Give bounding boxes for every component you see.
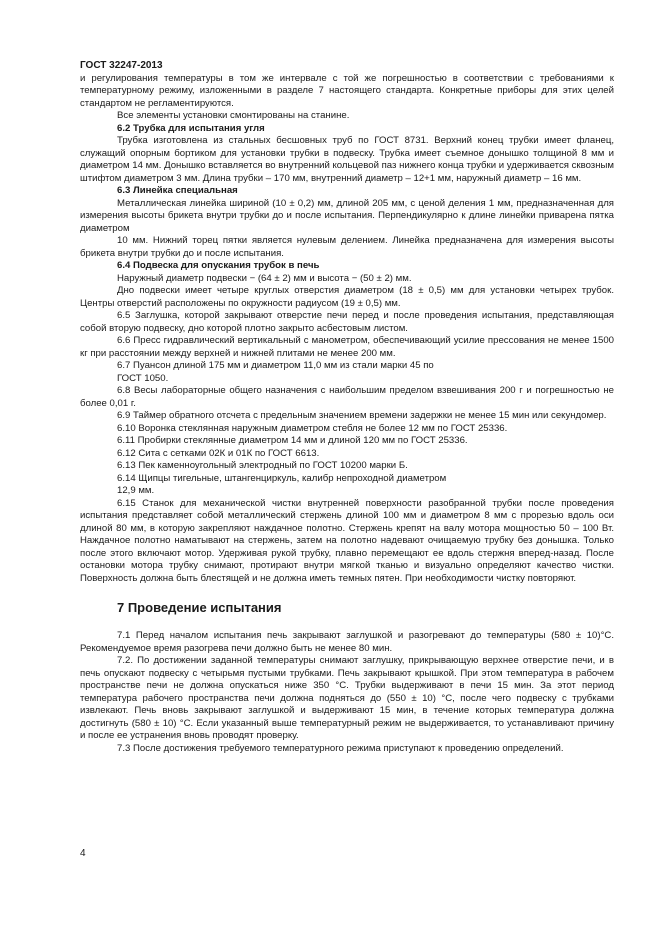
section-6-15: 6.15 Станок для механической чистки внутренней поверхности разобранной трубки после проведения испытания представляет собой металлический стержень длиной 100 мм и диаметром 8 мм с прорезью вдоль оси длиной 80 мм, в которую закрепляют наждачное полотно. Стержень крепят на валу мотора мощностью 50 – 100 Вт. Наждачное полотно наматывают на стержень, затем на полотно надевают очищаемую трубку без донышка. Только после этого включают мотор. Удерживая рукой трубку, плавно перемещают ее вдоль стержня вперед-назад. После остановки мотора трубку снимают, протирают внутри мягкой тканью и визуально определяют качество чистки. Поверхность должна быть блестящей и не должна иметь темных пятен. При необходимости чистку повторяют. [80,497,614,584]
section-6-2-title: 6.2 Трубка для испытания угля [117,122,265,134]
section-7-heading: 7 Проведение испытания [117,600,282,615]
section-6-5: 6.5 Заглушка, которой закрывают отверстие печи перед и после проведения испытания, представляющая собой вторую подвеску, дно которой плотно закрыто асбестовым листом. [80,310,614,334]
intro-mounting-note: Все элементы установки смонтированы на станине. [117,110,350,121]
section-6-3-title: 6.3 Линейка специальная [117,185,238,196]
section-6-12: 6.12 Сита с сетками 02К и 01К по ГОСТ 6613. [117,447,320,459]
section-7-1: 7.1 Перед началом испытания печь закрывают заглушкой и разогревают до температуры (580 ± 10)°С. Рекомендуемое время разогрева печи должно быть не менее 80 мин. [80,630,614,654]
section-6-10: 6.10 Воронка стеклянная наружным диаметром стебля не более 12 мм по ГОСТ 25336. [117,422,508,434]
section-6-11: 6.11 Пробирки стеклянные диаметром 14 мм и длиной 120 мм по ГОСТ 25336. [117,435,468,446]
section-6-7-cont: ГОСТ 1050. [117,372,169,384]
document-header: ГОСТ 32247-2013 [80,60,163,71]
section-6-14-cont: 12,9 мм. [117,485,155,496]
section-6-4-body-cont: Дно подвески имеет четыре круглых отверстия диаметром (18 ± 0,5) мм для установки четырех трубок. Центры отверстий расположены по окружности радиусом (19 ± 0,5) мм. [80,285,614,309]
section-6-14: 6.14 Щипцы тигельные, штангенциркуль, калибр непроходной диаметром [117,472,447,484]
section-6-4-body: Наружный диаметр подвески − (64 ± 2) мм и высота − (50 ± 2) мм. [117,272,412,284]
section-6-4-title: 6.4 Подвеска для опускания трубок в печь [117,260,320,271]
section-6-7: 6.7 Пуансон длиной 175 мм и диаметром 11,0 мм из стали марки 45 по [117,360,434,371]
section-7-2: 7.2. По достижении заданной температуры снимают заглушку, прикрывающую верхнее отверстие печи, и в печь опускают подвеску с четырьмя пустыми трубками. Печь закрывают крышкой. При этом температура в рабочем пространстве печи не должна опускаться ниже 350 °С. Трубки выдерживают в печи 15 мин. За этот период температура рабочего пространства печи должна подняться до (550 ± 10) °С, после чего подвеску с трубками извлекают. Печь вновь закрывают заглушкой и выдерживают 15 мин, в течение которых температура должна достигнуть (580 ± 10) °С. Если указанный выше температурный режим не выдерживается, то устанавливают причину и после ее устранения вновь проводят проверку. [80,655,614,741]
intro-paragraph: и регулирования температуры в том же интервале с той же погрешностью в соответствии с требованиями к температурному режиму, изложенными в разделе 7 настоящего стандарта. Конкретные приборы для этих целей стандартом не регламентируются. [80,72,614,109]
section-6-13: 6.13 Пек каменноугольный электродный по ГОСТ 10200 марки Б. [117,460,408,471]
document-page [80,60,614,755]
page-number: 4 [80,848,86,859]
section-6-3-body-cont: 10 мм. Нижний торец пятки является нулевым делением. Линейка предназначена для измерения высоты брикета внутри трубки до и после испытания. [80,235,614,259]
section-6-8: 6.8 Весы лабораторные общего назначения с наибольшим пределом взвешивания 200 г и погрешностью не более 0,01 г. [80,385,614,409]
section-7-3: 7.3 После достижения требуемого температурного режима приступают к проведению определений. [117,742,564,754]
section-6-9: 6.9 Таймер обратного отсчета с предельным значением времени задержки не менее 15 мин или секундомер. [117,410,607,421]
section-6-2-body: Трубка изготовлена из стальных бесшовных труб по ГОСТ 8731. Верхний конец трубки имеет фланец, служащий опорным бортиком для установки трубки в подвеску. Трубка имеет съемное донышко толщиной 8 мм и диаметром 14 мм. Донышко вставляется во внутренний кольцевой паз нижнего конца трубки и удерживается сквозным штифтом диаметром 3 мм. Длина трубки – 170 мм, внутренний диаметр – 12+1 мм, наружный диаметр – 16 мм. [80,135,614,184]
section-6-6: 6.6 Пресс гидравлический вертикальный с манометром, обеспечивающий усилие прессования не менее 1500 кг при расстоянии между верхней и нижней плитами не менее 200 мм. [80,335,614,359]
section-6-3-body: Металлическая линейка шириной (10 ± 0,2) мм, длиной 205 мм, с ценой деления 1 мм, предназначенная для измерения высоты брикета внутри трубки до и после испытания. Перпендикулярно к длине линейки приварена пятка диаметром [80,197,614,234]
